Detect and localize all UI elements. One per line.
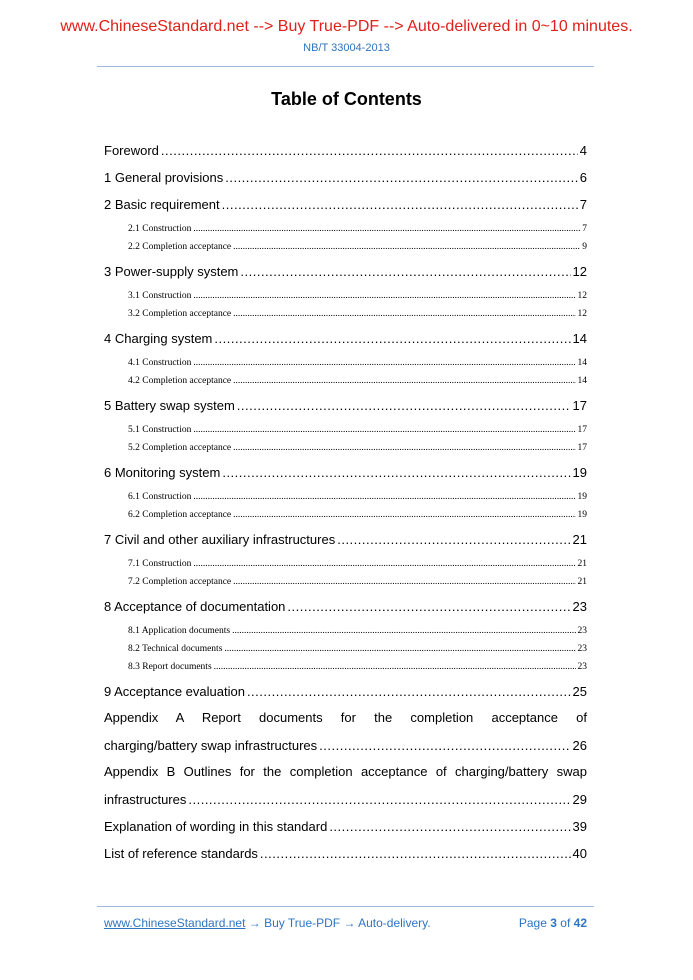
toc-subentry[interactable]: [104, 441, 587, 463]
toc-entry-label: 2.2 Completion acceptance: [128, 242, 232, 252]
leader-dots: [193, 356, 575, 370]
toc-entry-label: 4 Charging system: [104, 331, 213, 346]
toc-entry-label: 2 Basic requirement: [104, 197, 220, 212]
leader-dots: [214, 660, 576, 674]
toc-entry-label: charging/battery swap infrastructures: [104, 738, 318, 753]
leader-dots: [233, 441, 575, 455]
toc-entry-page: 23: [572, 599, 587, 614]
toc-subentry[interactable]: [104, 642, 587, 660]
toc-entry[interactable]: [104, 168, 587, 195]
toc-entry-page: 19: [577, 510, 587, 520]
toc-subentry[interactable]: [104, 490, 587, 508]
toc-entry-page: 7: [582, 224, 587, 234]
leader-dots: [233, 575, 575, 589]
page-title: Table of Contents: [271, 89, 422, 109]
toc-entry-page: 26: [572, 738, 587, 753]
leader-dots: [337, 531, 570, 549]
toc-entry[interactable]: [104, 530, 587, 557]
toc-entry-label: infrastructures: [104, 792, 187, 807]
leader-dots: [240, 263, 570, 281]
toc-entry-label: 6.1 Construction: [128, 492, 192, 502]
toc-subentry[interactable]: [104, 423, 587, 441]
toc-entry[interactable]: [104, 141, 587, 168]
leader-dots: [237, 397, 571, 415]
toc-entry-label: 7.1 Construction: [128, 559, 192, 569]
toc-entry[interactable]: [104, 396, 587, 423]
leader-dots: [232, 624, 575, 638]
toc-entry-label: 2.1 Construction: [128, 224, 192, 234]
toc-entry-label: Explanation of wording in this standard: [104, 819, 328, 834]
toc-entry-page: 14: [572, 331, 587, 346]
footer-divider: [97, 906, 594, 907]
leader-dots: [222, 196, 578, 214]
page-label: Page: [518, 916, 547, 930]
toc-entry[interactable]: [104, 195, 587, 222]
toc-entry-label: 3 Power-supply system: [104, 264, 239, 279]
page-footer: [104, 916, 587, 930]
leader-dots: [225, 169, 578, 187]
toc-entry-page: 12: [577, 291, 587, 301]
toc-entry-label: 7.2 Completion acceptance: [128, 577, 232, 587]
leader-dots: [193, 490, 575, 504]
toc-entry-label: 3.1 Construction: [128, 291, 192, 301]
footer-promo-text: → Buy True-PDF → Auto-delivery.: [245, 916, 431, 930]
toc-entry-page: 29: [572, 792, 587, 807]
leader-dots: [161, 142, 578, 160]
leader-dots: [287, 598, 570, 616]
toc-entry-label: 5.1 Construction: [128, 425, 192, 435]
leader-dots: [247, 683, 571, 701]
toc-entry-page: 14: [577, 376, 587, 386]
toc-entry-page: 4: [579, 143, 587, 158]
toc-entry-appendix-a[interactable]: [104, 736, 587, 763]
toc-entry-page: 14: [577, 358, 587, 368]
toc-entry-label: 4.2 Completion acceptance: [128, 376, 232, 386]
toc-entry-reference-standards[interactable]: [104, 844, 587, 871]
toc-entry-label: 5.2 Completion acceptance: [128, 443, 232, 453]
toc-subentry[interactable]: [104, 240, 587, 262]
leader-dots: [193, 423, 575, 437]
table-of-contents: [104, 141, 587, 871]
of-label: of: [560, 916, 571, 930]
toc-subentry[interactable]: [104, 624, 587, 642]
footer-site-link[interactable]: www.ChineseStandard.net: [104, 916, 246, 930]
footer-promo: [104, 916, 431, 930]
toc-subentry[interactable]: [104, 557, 587, 575]
toc-entry-page: 39: [572, 819, 587, 834]
leader-dots: [319, 737, 570, 755]
toc-subentry[interactable]: [104, 222, 587, 240]
toc-entry-label: 6.2 Completion acceptance: [128, 510, 232, 520]
toc-entry-page: 21: [577, 577, 587, 587]
leader-dots: [193, 289, 575, 303]
toc-subentry[interactable]: [104, 374, 587, 396]
toc-entry-appendix-b-line1[interactable]: Appendix B Outlines for the completion acceptance of charging/battery swap: [104, 764, 587, 779]
toc-entry-appendix-b[interactable]: [104, 790, 587, 817]
toc-entry-page: 17: [577, 425, 587, 435]
leader-dots: [188, 791, 570, 809]
total-pages: 42: [573, 916, 587, 930]
toc-entry-page: 21: [572, 532, 587, 547]
leader-dots: [233, 374, 575, 388]
toc-entry-label: 1 General provisions: [104, 170, 224, 185]
toc-entry-label: 7 Civil and other auxiliary infrastructures: [104, 532, 336, 547]
toc-entry-page: 12: [572, 264, 587, 279]
toc-entry-page: 40: [572, 846, 587, 861]
toc-entry-label: Foreword: [104, 143, 159, 158]
toc-entry-page: 6: [579, 170, 587, 185]
toc-subentry[interactable]: [104, 660, 587, 682]
toc-entry-label: 8.1 Application documents: [128, 626, 231, 636]
toc-subentry[interactable]: [104, 289, 587, 307]
toc-subentry[interactable]: [104, 307, 587, 329]
toc-entry-page: 7: [579, 197, 587, 212]
toc-entry-appendix-a-line1[interactable]: Appendix A Report documents for the completion acceptance of: [104, 710, 587, 725]
leader-dots: [193, 222, 580, 236]
leader-dots: [260, 845, 571, 863]
toc-entry[interactable]: [104, 597, 587, 624]
leader-dots: [222, 464, 570, 482]
page-indicator: [519, 916, 587, 930]
toc-entry-page: 9: [582, 242, 587, 252]
toc-entry-label: 3.2 Completion acceptance: [128, 309, 232, 319]
standard-number: NB/T 33004-2013: [303, 42, 390, 54]
toc-entry-page: 19: [577, 492, 587, 502]
toc-main-list: [104, 141, 587, 709]
toc-entry-label: 4.1 Construction: [128, 358, 192, 368]
toc-entry-page: 17: [572, 398, 587, 413]
leader-dots: [193, 557, 575, 571]
toc-entry-page: 25: [572, 684, 587, 699]
toc-entry-page: 19: [572, 465, 587, 480]
toc-entry-page: 23: [577, 626, 587, 636]
leader-dots: [224, 642, 575, 656]
toc-entry-page: 17: [577, 443, 587, 453]
toc-entry-label: 6 Monitoring system: [104, 465, 221, 480]
toc-entry-page: 23: [577, 662, 587, 672]
toc-entry-label: List of reference standards: [104, 846, 258, 861]
toc-subentry[interactable]: [104, 575, 587, 597]
toc-entry-page: 12: [577, 309, 587, 319]
toc-entry-page: 23: [577, 644, 587, 654]
toc-entry[interactable]: [104, 682, 587, 709]
toc-entry[interactable]: [104, 463, 587, 490]
toc-subentry[interactable]: [104, 356, 587, 374]
leader-dots: [214, 330, 570, 348]
toc-entry-label: 9 Acceptance evaluation: [104, 684, 245, 699]
toc-entry-label: 5 Battery swap system: [104, 398, 235, 413]
leader-dots: [233, 508, 575, 522]
leader-dots: [233, 240, 580, 254]
top-banner-link[interactable]: www.ChineseStandard.net --> Buy True-PDF --> Auto-delivered in 0~10 minutes.: [60, 18, 633, 35]
current-page: 3: [550, 916, 557, 930]
toc-subentry[interactable]: [104, 508, 587, 530]
toc-entry[interactable]: [104, 329, 587, 356]
header-divider: [97, 66, 594, 67]
toc-entry-label: 8.3 Report documents: [128, 662, 212, 672]
toc-entry[interactable]: [104, 262, 587, 289]
leader-dots: [329, 818, 570, 836]
leader-dots: [233, 307, 575, 321]
toc-entry-label: 8.2 Technical documents: [128, 644, 223, 654]
toc-entry-label: 8 Acceptance of documentation: [104, 599, 286, 614]
toc-entry-page: 21: [577, 559, 587, 569]
toc-entry-explanation-of-wording[interactable]: [104, 817, 587, 844]
